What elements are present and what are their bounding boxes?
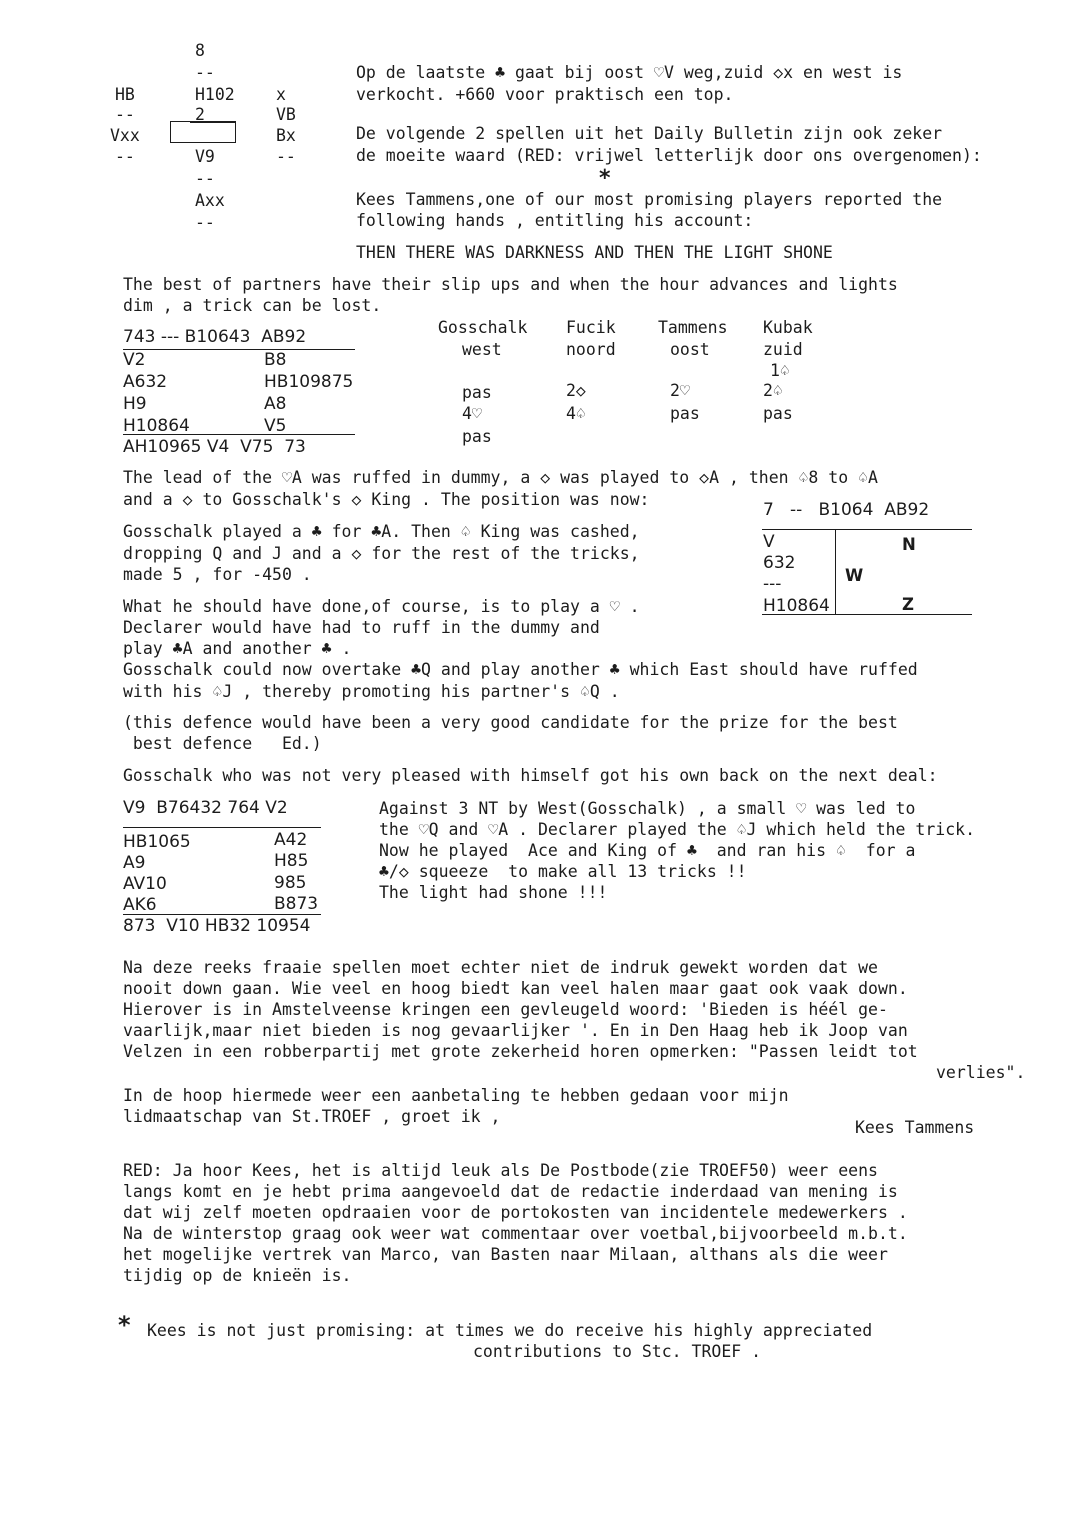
play-line-11: (this defence would have been a very good candidate for the prize for the best	[123, 713, 898, 732]
bid-r1-south: 1♤	[770, 361, 790, 380]
position-west-1: V	[763, 532, 775, 552]
hand3-east-2: H85	[274, 851, 309, 871]
hand2-south: AH10965 V4 V75 73	[123, 437, 306, 457]
hand1-east-1: x	[276, 85, 286, 104]
hand1-east-3: Bx	[276, 126, 296, 145]
hand2-west-1: V2	[123, 350, 146, 370]
bid-r3-south: pas	[763, 404, 793, 423]
bidder-south: Kubak	[763, 318, 813, 337]
hand2-west-2: A632	[123, 372, 168, 392]
compass-south: Z	[902, 595, 914, 614]
intro-line-6: following hands , entitling his account:	[356, 211, 754, 230]
play-line-12: best defence Ed.)	[123, 734, 322, 753]
hand2-west-3: H9	[123, 394, 147, 414]
hand2-east-3: A8	[264, 394, 287, 414]
red-line-2: langs komt en je hebt prima aangevoeld dat de redactie inderdaad van mening is	[123, 1182, 898, 1201]
intro-line-8: The best of partners have their slip ups and when the hour advances and lights	[123, 275, 898, 294]
article-title: THEN THERE WAS DARKNESS AND THEN THE LIGHT SHONE	[356, 243, 833, 262]
closing-line-1: Na deze reeks fraaie spellen moet echter niet de indruk gewekt worden dat we	[123, 958, 878, 977]
seat-west: west	[462, 340, 502, 359]
bid-r2-south: 2♤	[763, 381, 783, 400]
hand2-north: 743 --- B10643 AB92	[123, 327, 355, 350]
closing-line-3: Hierover is in Amstelveense kringen een gevleugeld woord: 'Bieden is héél ge-	[123, 1000, 888, 1019]
hand3-east-1: A42	[274, 830, 308, 850]
hand1-west-4: --	[115, 147, 135, 166]
position-west-2: 632	[763, 553, 796, 573]
intro-line-3: De volgende 2 spellen uit het Daily Bulletin zijn ook zeker	[356, 124, 943, 143]
hand3-west-1: HB1065	[123, 832, 191, 852]
hand1-south-3: Axx	[195, 191, 225, 210]
hand1-west-1: HB	[115, 85, 135, 104]
red-line-6: tijdig op de knieën is.	[123, 1266, 352, 1285]
hand1-north-3: H102	[195, 85, 235, 104]
intro-line-1: Op de laatste ♣ gaat bij oost ♡V weg,zuid ◇x en west is	[356, 63, 903, 82]
play-line-2: and a ◇ to Gosschalk's ◇ King . The position was now:	[123, 490, 650, 509]
hand3-west-3: AV10	[123, 874, 167, 894]
closing-line-2: nooit down gaan. Wie veel en hoog biedt kan veel halen maar gaat ook vaak down.	[123, 979, 908, 998]
position-west-4: H10864	[763, 596, 830, 616]
red-line-1: RED: Ja hoor Kees, het is altijd leuk als De Postbode(zie TROEF50) weer eens	[123, 1161, 878, 1180]
play-line-9: Gosschalk could now overtake ♣Q and play another ♣ which East should have ruffed	[123, 660, 918, 679]
hand2-west-4: H10864	[123, 416, 190, 436]
deal2-line-3: Now he played Ace and King of ♣ and ran his ♤ for a	[379, 841, 916, 860]
intro-line-5: Kees Tammens,one of our most promising players reported the	[356, 190, 943, 209]
signature: Kees Tammens	[855, 1118, 975, 1137]
bid-r3-north: 4♤	[566, 404, 586, 423]
closing-line-5: Velzen in een robberpartij met grote zekerheid horen opmerken: "Passen leidt tot	[123, 1042, 918, 1061]
hand3-east-3: 985	[274, 873, 307, 893]
hand2-east-1: B8	[264, 350, 287, 370]
hand1-north-4: 2	[195, 105, 205, 124]
closing-line-7: In de hoop hiermede weer een aanbetaling te hebben gedaan voor mijn	[123, 1086, 789, 1105]
footnote-line-1: Kees is not just promising: at times we do receive his highly appreciated	[147, 1321, 873, 1340]
bidder-west: Gosschalk	[438, 318, 528, 337]
hand1-south-1: V9	[195, 147, 215, 166]
seat-east: oost	[670, 340, 710, 359]
hand1-north-1: 8	[195, 41, 205, 60]
hand3-east-4: B873	[274, 894, 319, 914]
intro-line-2: verkocht. +660 voor praktisch een top.	[356, 85, 734, 104]
deal2-line-4: ♣/◇ squeeze to make all 13 tricks !!	[379, 862, 747, 881]
deal2-line-2: the ♡Q and ♡A . Declarer played the ♤J which held the trick.	[379, 820, 976, 839]
hand1-south-2: --	[195, 169, 215, 188]
hand1-east-2: VB	[276, 105, 296, 124]
play-line-10: with his ♤J , thereby promoting his partner's ♤Q .	[123, 682, 620, 701]
bid-r2-east: 2♡	[670, 381, 690, 400]
play-line-4: dropping Q and J and a ◇ for the rest of the tricks,	[123, 544, 640, 563]
hand1-east-4: --	[276, 147, 296, 166]
bid-r3-west: 4♡	[462, 404, 482, 423]
hand1-table-box	[170, 121, 236, 143]
bidder-east: Tammens	[658, 318, 728, 337]
hand1-north-2: --	[195, 63, 215, 82]
closing-line-6: verlies".	[936, 1063, 1026, 1082]
bid-r3-east: pas	[670, 404, 700, 423]
hand3-south: 873 V10 HB32 10954	[123, 916, 311, 936]
seat-north: noord	[566, 340, 616, 359]
red-line-3: dat wij zelf moeten opdraaien voor de portokosten van incidentele medewerkers .	[123, 1203, 908, 1222]
hand3-north: V9 B76432 764 V2	[123, 798, 288, 818]
deal2-line-1: Against 3 NT by West(Gosschalk) , a small ♡ was led to	[379, 799, 916, 818]
hand1-west-2: --	[115, 105, 135, 124]
footnote-star: *	[118, 1311, 131, 1339]
bid-r4-west: pas	[462, 427, 492, 446]
hand1-west-3: Vxx	[110, 126, 140, 145]
red-line-5: het mogelijke vertrek van Marco, van Basten naar Milaan, althans als die weer	[123, 1245, 888, 1264]
red-line-4: Na de winterstop graag ook weer wat commentaar over voetbal,bijvoorbeeld m.b.t.	[123, 1224, 908, 1243]
closing-line-4: vaarlijk,maar niet bieden is nog gevaarlijker '. En in Den Haag heb ik Joop van	[123, 1021, 908, 1040]
compass-west: W	[845, 566, 864, 585]
play-line-6: What he should have done,of course, is to play a ♡ .	[123, 597, 640, 616]
deal2-line-5: The light had shone !!!	[379, 883, 608, 902]
footnote-line-2: contributions to Stc. TROEF .	[473, 1342, 762, 1361]
position-west-3: ---	[763, 574, 782, 594]
play-line-1: The lead of the ♡A was ruffed in dummy, a ◇ was played to ◇A , then ♤8 to ♤A	[123, 468, 878, 487]
play-line-8: play ♣A and another ♣ .	[123, 639, 352, 658]
asterisk-mark: *	[599, 166, 611, 191]
play-line-7: Declarer would have had to ruff in the dummy and	[123, 618, 600, 637]
closing-line-8: lidmaatschap van St.TROEF , groet ik ,	[123, 1107, 501, 1126]
intro-line-4: de moeite waard (RED: vrijwel letterlijk door ons overgenomen):	[356, 146, 982, 165]
hand1-south-4: --	[195, 213, 215, 232]
play-line-5: made 5 , for -450 .	[123, 565, 312, 584]
bid-r2-north: 2◇	[566, 381, 586, 400]
hand3-west-2: A9	[123, 853, 146, 873]
hand2-east-2: HB109875	[264, 372, 354, 392]
hand2-east-4: V5	[264, 416, 287, 436]
position-north: 7 -- B1064 AB92	[763, 500, 930, 520]
intro-line-9: dim , a trick can be lost.	[123, 296, 382, 315]
play-line-3: Gosschalk played a ♣ for ♣A. Then ♤ King was cashed,	[123, 522, 640, 541]
seat-south: zuid	[763, 340, 803, 359]
hand3-west-4: AK6	[123, 895, 157, 915]
bid-r2-west: pas	[462, 383, 492, 402]
play-line-13: Gosschalk who was not very pleased with himself got his own back on the next deal:	[123, 766, 938, 785]
bidder-north: Fucik	[566, 318, 616, 337]
compass-north: N	[902, 535, 916, 554]
